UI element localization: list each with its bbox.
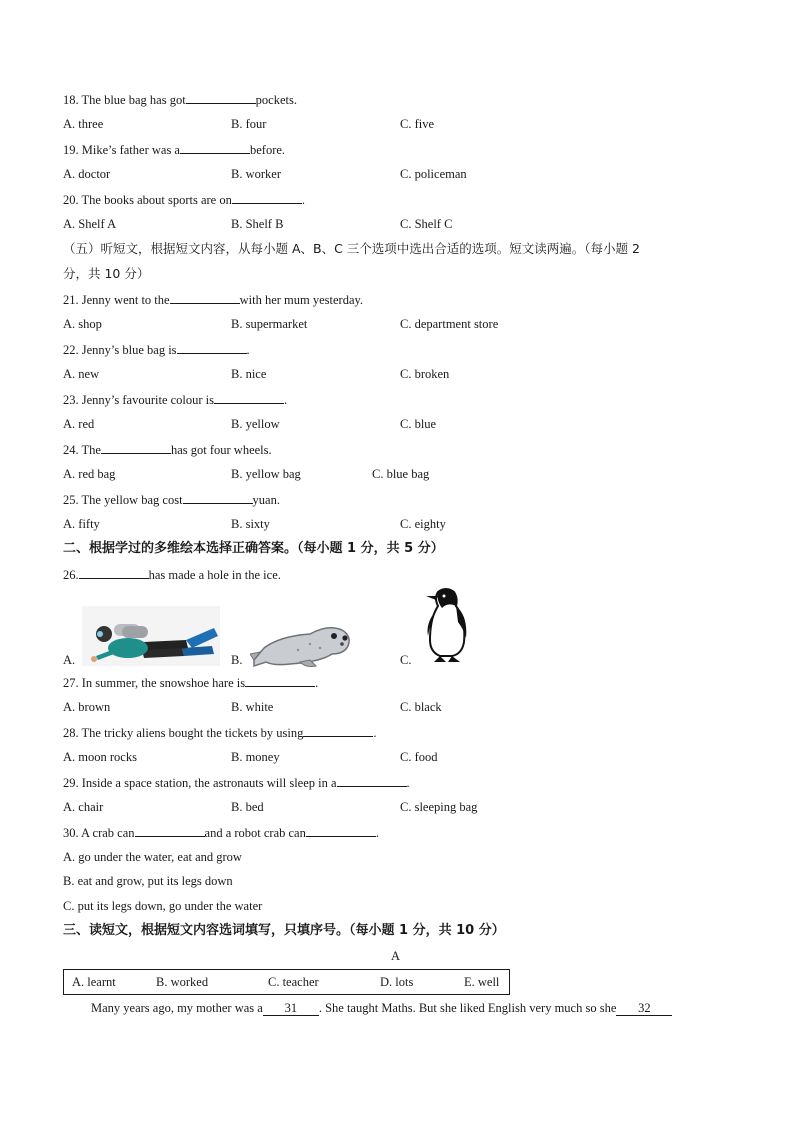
word-option: A. learnt bbox=[72, 975, 116, 989]
option-c: C. black bbox=[400, 700, 442, 714]
question-stem: 22. Jenny’s blue bag is . bbox=[63, 343, 250, 357]
option-c: C. sleeping bag bbox=[400, 800, 478, 814]
option-a: A. brown bbox=[63, 700, 111, 714]
answer-blank bbox=[245, 674, 315, 687]
word-option: B. worked bbox=[156, 975, 209, 989]
option-a: A. red bag bbox=[63, 467, 116, 481]
option-b: B. nice bbox=[231, 367, 267, 381]
option-b: B. worker bbox=[231, 167, 281, 181]
passage-label: A bbox=[391, 949, 401, 963]
option-b: B. four bbox=[231, 117, 267, 131]
question-stem: 24. The has got four wheels. bbox=[63, 443, 272, 457]
option-b: B. supermarket bbox=[231, 317, 308, 331]
option-b: B. eat and grow, put its legs down bbox=[63, 874, 233, 888]
option-b: B. yellow bag bbox=[231, 467, 301, 481]
option-b: B. Shelf B bbox=[231, 217, 284, 231]
option-b: B. white bbox=[231, 700, 274, 714]
option-b: B. money bbox=[231, 750, 280, 764]
option-c: C. department store bbox=[400, 317, 499, 331]
answer-blank bbox=[170, 291, 240, 304]
answer-blank bbox=[177, 341, 247, 354]
option-c: C. broken bbox=[400, 367, 450, 381]
question-stem: 19. Mike’s father was a before. bbox=[63, 143, 286, 157]
answer-blank bbox=[337, 774, 407, 787]
question-stem: 25. The yellow bag cost yuan. bbox=[63, 493, 280, 507]
option-a: A. red bbox=[63, 417, 95, 431]
option-a: A. go under the water, eat and grow bbox=[63, 850, 242, 864]
question-stem: 29. Inside a space station, the astronauts will sleep in a . bbox=[63, 776, 410, 790]
question-stem: 20. The books about sports are on . bbox=[63, 193, 305, 207]
answer-blank-32: 32 bbox=[616, 1001, 672, 1016]
word-option: D. lots bbox=[380, 975, 414, 989]
answer-blank bbox=[303, 724, 373, 737]
answer-blank bbox=[186, 91, 256, 104]
answer-blank bbox=[180, 141, 250, 154]
diver-icon bbox=[82, 606, 220, 666]
word-option: C. teacher bbox=[268, 975, 319, 989]
option-c: C. put its legs down, go under the water bbox=[63, 899, 263, 913]
section-3-heading: 三、读短文，根据短文内容选词填写，只填序号。（每小题 1 分，共 10 分） bbox=[63, 923, 505, 938]
option-a: A. doctor bbox=[63, 167, 111, 181]
answer-blank bbox=[306, 824, 376, 837]
option-a: A. moon rocks bbox=[63, 750, 137, 764]
section-2-heading: 二、根据学过的多维绘本选择正确答案。（每小题 1 分，共 5 分） bbox=[63, 541, 444, 556]
option-c: C. blue bbox=[400, 417, 437, 431]
question-stem: 27. In summer, the snowshoe hare is . bbox=[63, 676, 319, 690]
word-bank bbox=[63, 969, 510, 995]
option-b: B. yellow bbox=[231, 417, 280, 431]
question-stem: 28. The tricky aliens bought the tickets by using . bbox=[63, 726, 377, 740]
section-5-instruction-line1: （五）听短文，根据短文内容，从每小题 A、B、C 三个选项中选出合适的选项。短文读两遍。（每小题 2 bbox=[63, 241, 640, 256]
option-a: A. new bbox=[63, 367, 100, 381]
option-c: C. blue bag bbox=[372, 467, 430, 481]
option-a: A. shop bbox=[63, 317, 102, 331]
option-a: A. fifty bbox=[63, 517, 100, 531]
penguin-icon bbox=[418, 586, 480, 664]
passage-line: Many years ago, my mother was a 31 . She taught Maths. But she liked English very much so she 32 bbox=[91, 1000, 672, 1016]
seal-icon bbox=[250, 614, 354, 668]
option-c: C. bbox=[400, 653, 412, 667]
answer-blank-31: 31 bbox=[263, 1001, 319, 1016]
option-c: C. eighty bbox=[400, 517, 446, 531]
option-a: A. chair bbox=[63, 800, 104, 814]
option-c: C. five bbox=[400, 117, 435, 131]
word-option: E. well bbox=[464, 975, 500, 989]
answer-blank bbox=[101, 441, 171, 454]
option-a: A. Shelf A bbox=[63, 217, 117, 231]
answer-blank bbox=[232, 191, 302, 204]
option-b: B. sixty bbox=[231, 517, 270, 531]
answer-blank bbox=[214, 391, 284, 404]
option-a: A. three bbox=[63, 117, 104, 131]
option-c: C. Shelf C bbox=[400, 217, 453, 231]
answer-blank bbox=[79, 566, 149, 579]
option-c: C. food bbox=[400, 750, 438, 764]
question-stem: 30. A crab can and a robot crab can . bbox=[63, 826, 379, 840]
section-5-instruction-line2: 分，共 10 分） bbox=[63, 266, 150, 281]
option-b: B. bbox=[231, 653, 243, 667]
option-a: A. bbox=[63, 653, 76, 667]
question-stem: 21. Jenny went to the with her mum yesterday. bbox=[63, 293, 364, 307]
option-b: B. bed bbox=[231, 800, 264, 814]
question-stem: 23. Jenny’s favourite colour is . bbox=[63, 393, 288, 407]
option-c: C. policeman bbox=[400, 167, 467, 181]
question-stem: 26. has made a hole in the ice. bbox=[63, 568, 281, 582]
question-stem: 18. The blue bag has got pockets. bbox=[63, 93, 297, 107]
answer-blank bbox=[135, 824, 205, 837]
answer-blank bbox=[183, 491, 253, 504]
